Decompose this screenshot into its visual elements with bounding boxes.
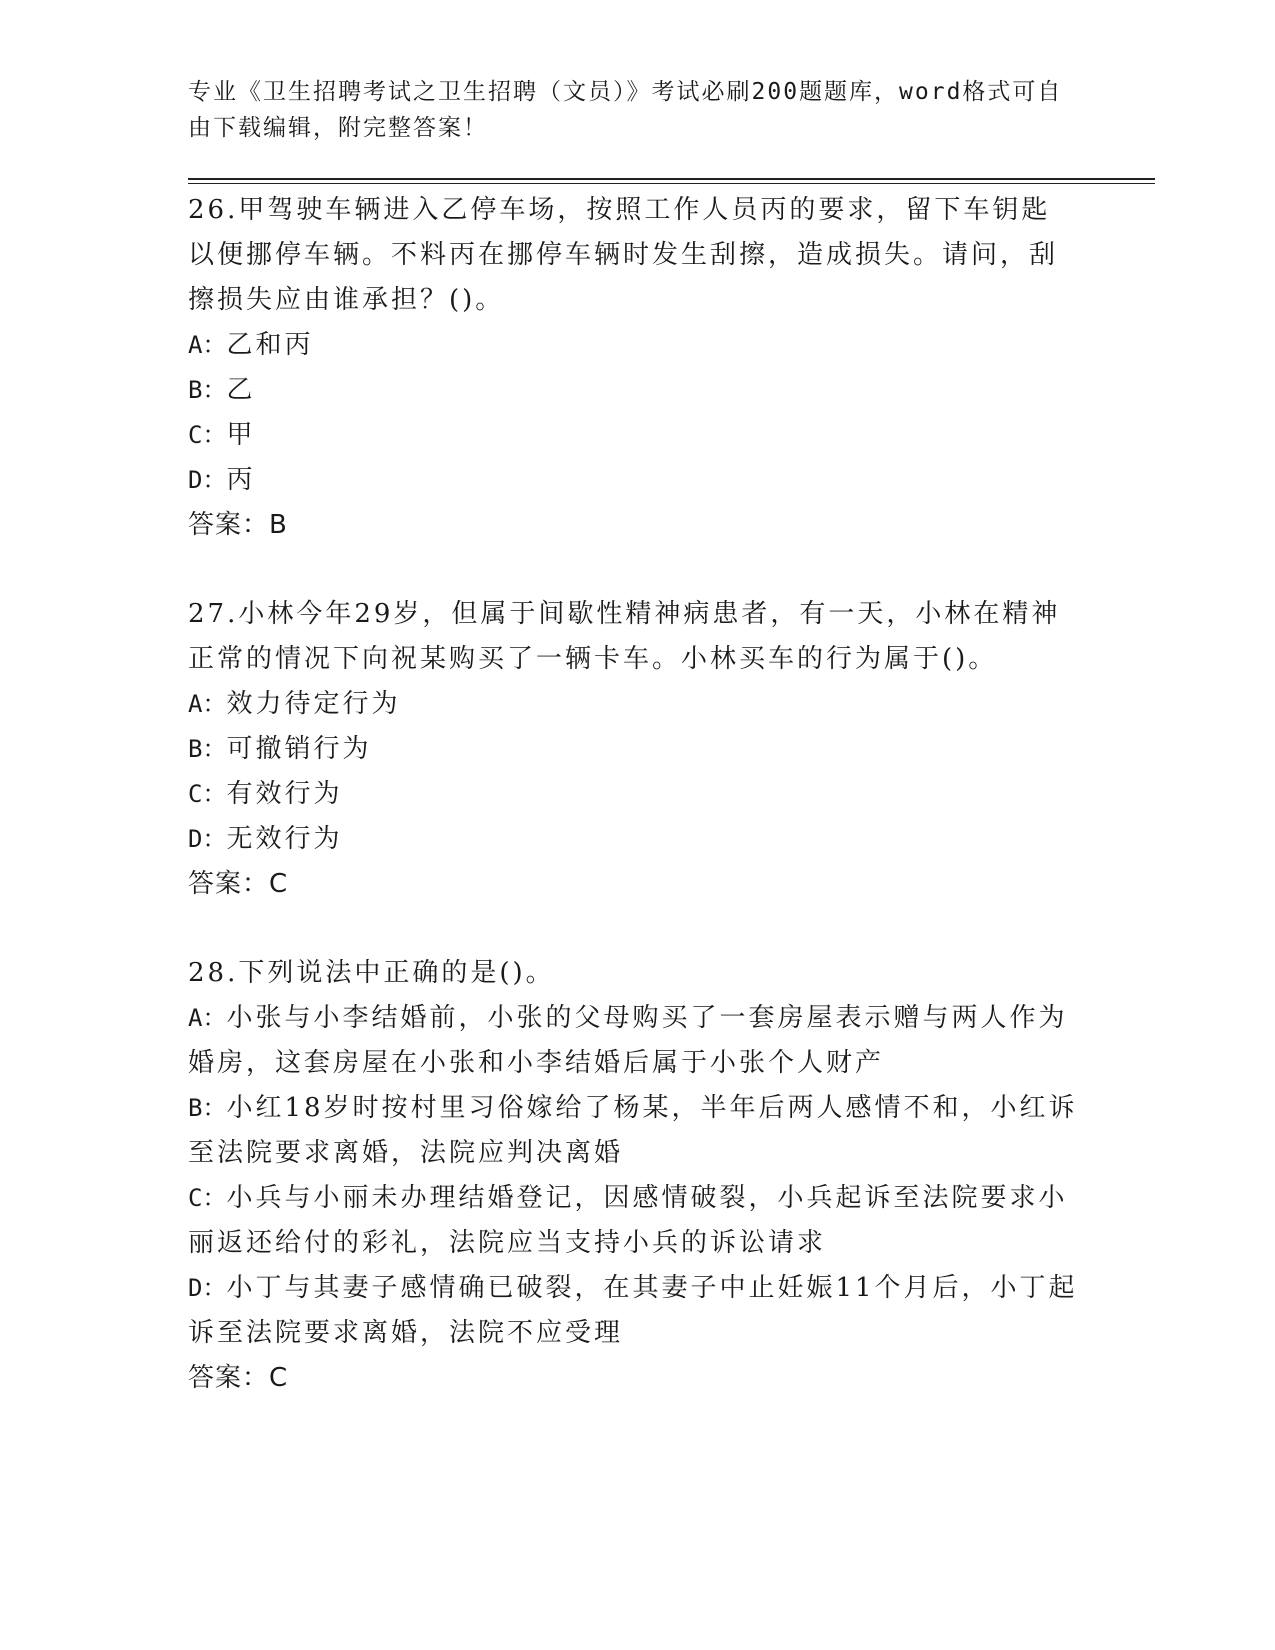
- option-text: 丙: [226, 465, 256, 495]
- option-b: [188, 727, 1078, 772]
- option-letter: C：: [188, 1184, 227, 1212]
- answer-line: 答案：C: [188, 1363, 289, 1393]
- option-d: [188, 817, 1078, 862]
- option-b: [188, 368, 1078, 413]
- option-letter: B：: [188, 735, 227, 763]
- answer-line: 答案：B: [188, 510, 288, 540]
- option-c: [188, 413, 1078, 458]
- question-list: [188, 188, 1078, 1401]
- option-letter: A：: [188, 1004, 227, 1032]
- option-text: 可撤销行为: [226, 734, 372, 764]
- option-letter: B：: [188, 376, 227, 404]
- option-letter: B：: [188, 1094, 227, 1122]
- option-letter: A：: [188, 331, 227, 359]
- question-27: [188, 592, 1078, 907]
- option-d: [188, 458, 1078, 503]
- option-letter: C：: [188, 780, 227, 808]
- option-letter: D：: [188, 1274, 227, 1302]
- option-text: 小丁与其妻子感情确已破裂，在其妻子中止妊娠11个月后，小丁起诉至法院要求离婚，法院不应受理: [188, 1273, 1078, 1348]
- option-letter: D：: [188, 466, 227, 494]
- option-c: [188, 772, 1078, 817]
- option-text: 小红18岁时按村里习俗嫁给了杨某，半年后两人感情不和，小红诉至法院要求离婚，法院应判决离婚: [188, 1093, 1078, 1168]
- option-letter: A：: [188, 690, 227, 718]
- option-text: 甲: [226, 420, 256, 450]
- option-a: [188, 682, 1078, 727]
- option-a: [188, 323, 1078, 368]
- question-text: 26.甲驾驶车辆进入乙停车场，按照工作人员丙的要求，留下车钥匙以便挪停车辆。不料丙在挪停车辆时发生刮擦，造成损失。请问，刮擦损失应由谁承担？()。: [188, 195, 1059, 315]
- option-a: [188, 996, 1078, 1086]
- question-28: [188, 951, 1078, 1401]
- header-divider-thin: [188, 183, 1155, 184]
- option-d: [188, 1266, 1078, 1356]
- option-text: 小兵与小丽未办理结婚登记，因感情破裂，小兵起诉至法院要求小丽返还给付的彩礼，法院应当支持小兵的诉讼请求: [188, 1183, 1068, 1258]
- question-26: [188, 188, 1078, 548]
- option-letter: D：: [188, 825, 227, 853]
- option-text: 小张与小李结婚前，小张的父母购买了一套房屋表示赠与两人作为婚房，这套房屋在小张和小李结婚后属于小张个人财产: [188, 1003, 1068, 1078]
- header-divider-thick: [188, 178, 1155, 180]
- option-c: [188, 1176, 1078, 1266]
- document-intro: 专业《卫生招聘考试之卫生招聘（文员）》考试必刷200题题库，word格式可自由下载编辑，附完整答案！: [188, 79, 1063, 141]
- option-text: 乙: [226, 375, 256, 405]
- option-text: 乙和丙: [226, 330, 314, 360]
- option-b: [188, 1086, 1078, 1176]
- question-spacer: [188, 907, 1078, 951]
- question-text: 27.小林今年29岁，但属于间歇性精神病患者，有一天，小林在精神正常的情况下向祝某购买了一辆卡车。小林买车的行为属于()。: [188, 599, 1061, 674]
- question-spacer: [188, 548, 1078, 592]
- option-text: 效力待定行为: [226, 689, 401, 719]
- question-text: 28.下列说法中正确的是()。: [188, 958, 555, 988]
- option-text: 无效行为: [226, 824, 343, 854]
- option-text: 有效行为: [226, 779, 343, 809]
- option-letter: C：: [188, 421, 227, 449]
- answer-line: 答案：C: [188, 869, 289, 899]
